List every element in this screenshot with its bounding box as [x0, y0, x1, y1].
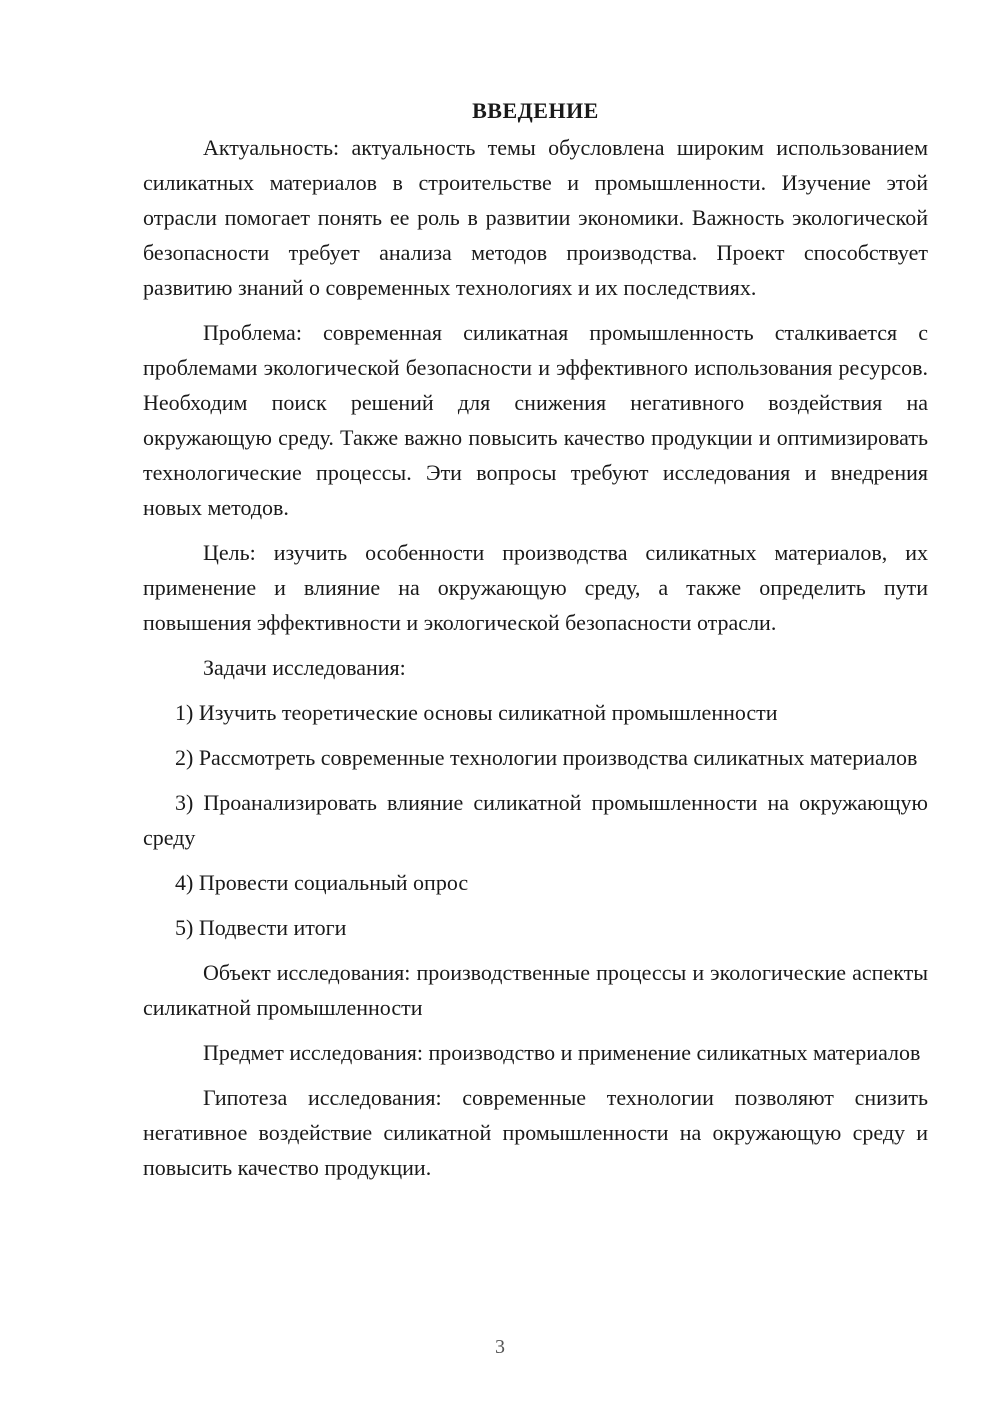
goal-paragraph: Цель: изучить особенности производства силикатных материалов, их применение и влияние на окружающую среду, а также определить пути повышения эффективности и экологической безопасности отрасли.	[143, 540, 928, 635]
task-item-4: 4) Провести социальный опрос	[175, 870, 469, 895]
object-paragraph: Объект исследования: производственные процессы и экологические аспекты силикатной промышленности	[143, 960, 928, 1020]
document-page	[143, 96, 928, 1195]
task-item-3: 3) Проанализировать влияние силикатной промышленности на окружающую среду	[143, 790, 928, 850]
hypothesis-paragraph: Гипотеза исследования: современные технологии позволяют снизить негативное воздействие силикатной промышленности на окружающую среду и повысить качество продукции.	[143, 1085, 928, 1180]
subject-paragraph: Предмет исследования: производство и применение силикатных материалов	[203, 1040, 921, 1065]
page-number: 3	[495, 1336, 505, 1358]
document-title: ВВЕДЕНИЕ	[472, 98, 599, 123]
task-item-2: 2) Рассмотреть современные технологии производства силикатных материалов	[175, 745, 918, 770]
task-item-1: 1) Изучить теоретические основы силикатной промышленности	[175, 700, 778, 725]
problem-paragraph: Проблема: современная силикатная промышленность сталкивается с проблемами экологической безопасности и эффективного использования ресурсов. Необходим поиск решений для снижения негативного воздействия на окружающую среду. Также важно повысить качество продукции и оптимизировать технологические процессы. Эти вопросы требуют исследования и внедрения новых методов.	[143, 320, 928, 520]
tasks-heading: Задачи исследования:	[203, 655, 406, 680]
tasks-list	[143, 695, 928, 945]
task-item-5: 5) Подвести итоги	[175, 915, 347, 940]
relevance-paragraph: Актуальность: актуальность темы обусловлена широким использованием силикатных материалов в строительстве и промышленности. Изучение этой отрасли помогает понять ее роль в развитии экономики. Важность экологической безопасности требует анализа методов производства. Проект способствует развитию знаний о современных технологиях и их последствиях.	[143, 135, 928, 300]
